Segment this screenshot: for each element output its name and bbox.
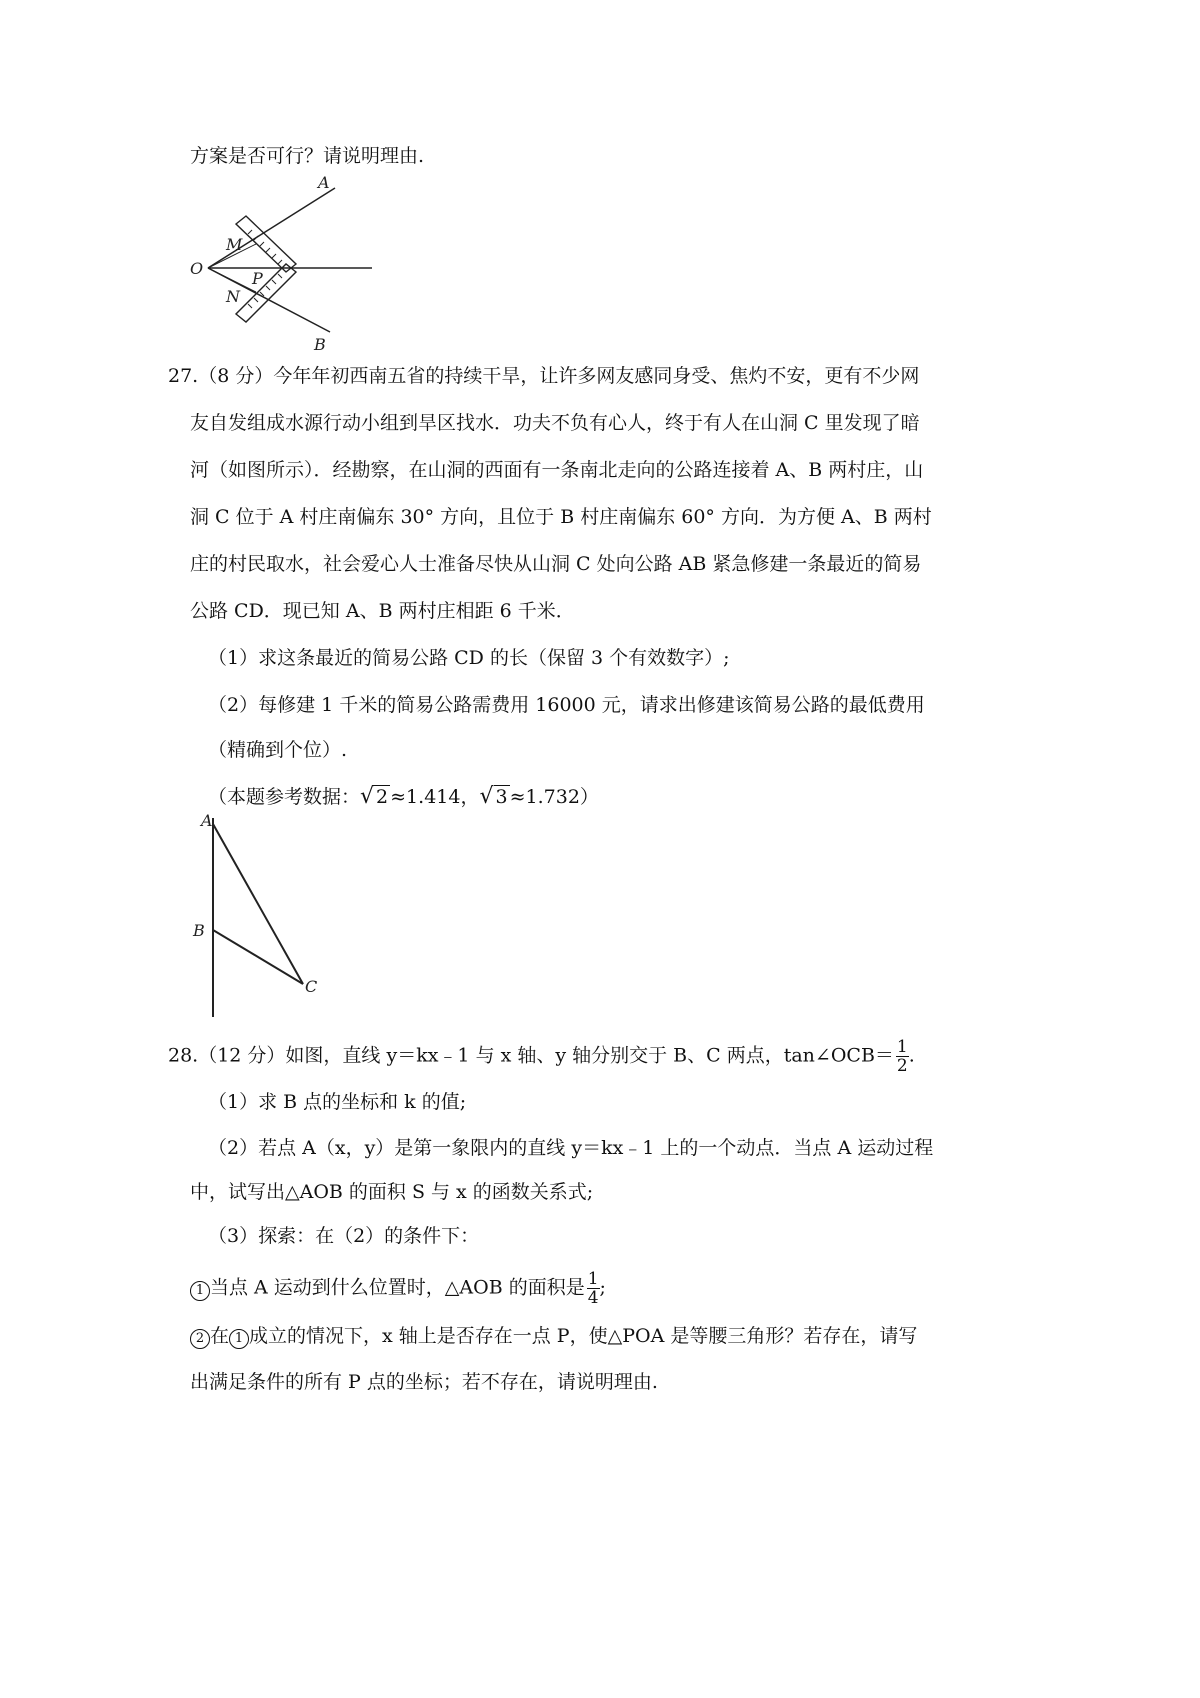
q28-sub-2a: （2）若点 A（x，y）是第一象限内的直线 y＝kx﹣1 上的一个动点．当点 A 运动过程 [208,1137,934,1159]
continuation-text: 方案是否可行？请说明理由. [190,145,425,167]
sqrt-2: √ 2 [360,784,389,809]
q27-line-6: 公路 CD．现已知 A、B 两村庄相距 6 千米． [190,600,575,622]
angle-bisector-figure [180,172,390,357]
fig1-label-m: M [226,235,243,254]
q28-period: . [908,1044,915,1067]
q28-item-2b: 出满足条件的所有 P 点的坐标；若不存在，请说明理由. [190,1371,658,1393]
fig2-label-b: B [193,921,205,940]
fig1-label-p: P [252,269,263,288]
fig1-label-a: A [318,173,330,192]
fig2-label-a: A [201,812,213,830]
q27-reference-data [208,783,599,811]
fig1-label-b: B [314,335,326,354]
q27-line-4: 洞 C 位于 A 村庄南偏东 30° 方向，且位于 B 村庄南偏东 60° 方向．为方便 A、B 两村 [190,506,932,528]
fig2-label-c: C [305,977,318,996]
q28-stem: 28.（12 分）如图，直线 y＝kx﹣1 与 x 轴、y 轴分别交于 B、C 两点，tan∠OCB＝ [168,1044,894,1067]
q27-line-3: 河（如图所示）．经勘察，在山洞的西面有一条南北走向的公路连接着 A、B 两村庄，山 [190,459,924,481]
item1-text: 当点 A 运动到什么位置时，△AOB 的面积是 [210,1276,585,1299]
triangle-abc-figure [185,812,335,1032]
q27-line-1: 27.（8 分）今年年初西南五省的持续干旱，让许多网友感同身受、焦灼不安，更有不少网 [168,365,920,387]
fraction-one-quarter: $\frac{1}{4}$ [587,1269,599,1308]
ref-prefix: （本题参考数据： [208,786,361,808]
fraction-one-half: $\frac{1}{2}$ [896,1037,908,1076]
circled-number-2: 2 [190,1329,210,1349]
q28-item-1 [190,1270,606,1307]
q28-sub-2b: 中，试写出△AOB 的面积 S 与 x 的函数关系式; [190,1181,594,1203]
q28-sub-3: （3）探索：在（2）的条件下： [208,1225,480,1247]
q27-sub-2a: （2）每修建 1 千米的简易公路需费用 16000 元，请求出修建该简易公路的最低费用 [208,694,925,716]
q27-sub-2b: （精确到个位）. [208,739,348,761]
sqrt3-value: ≈1.732） [509,786,599,808]
fig1-label-o: O [190,259,204,278]
q27-sub-1: （1）求这条最近的简易公路 CD 的长（保留 3 个有效数字）; [208,647,730,669]
circled-number-1: 1 [190,1281,210,1301]
q27-line-2: 友自发组成水源行动小组到旱区找水．功夫不负有心人，终于有人在山洞 C 里发现了暗 [190,412,920,434]
item1-end: ; [599,1276,606,1299]
item2-text: 成立的情况下，x 轴上是否存在一点 P，使△POA 是等腰三角形？若存在，请写 [249,1325,918,1347]
q28-item-2a [190,1322,917,1350]
sqrt2-value: ≈1.414， [390,786,480,808]
sqrt-3: √ 3 [479,784,508,809]
q28-line-1 [168,1038,915,1075]
q27-line-5: 庄的村民取水，社会爱心人士准备尽快从山洞 C 处向公路 AB 紧急修建一条最近的简易 [190,553,922,575]
item2-prefix: 在 [210,1325,230,1347]
q28-sub-1: （1）求 B 点的坐标和 k 的值; [208,1091,467,1113]
fig1-label-n: N [226,287,240,306]
circled-number-1-ref: 1 [229,1329,249,1349]
